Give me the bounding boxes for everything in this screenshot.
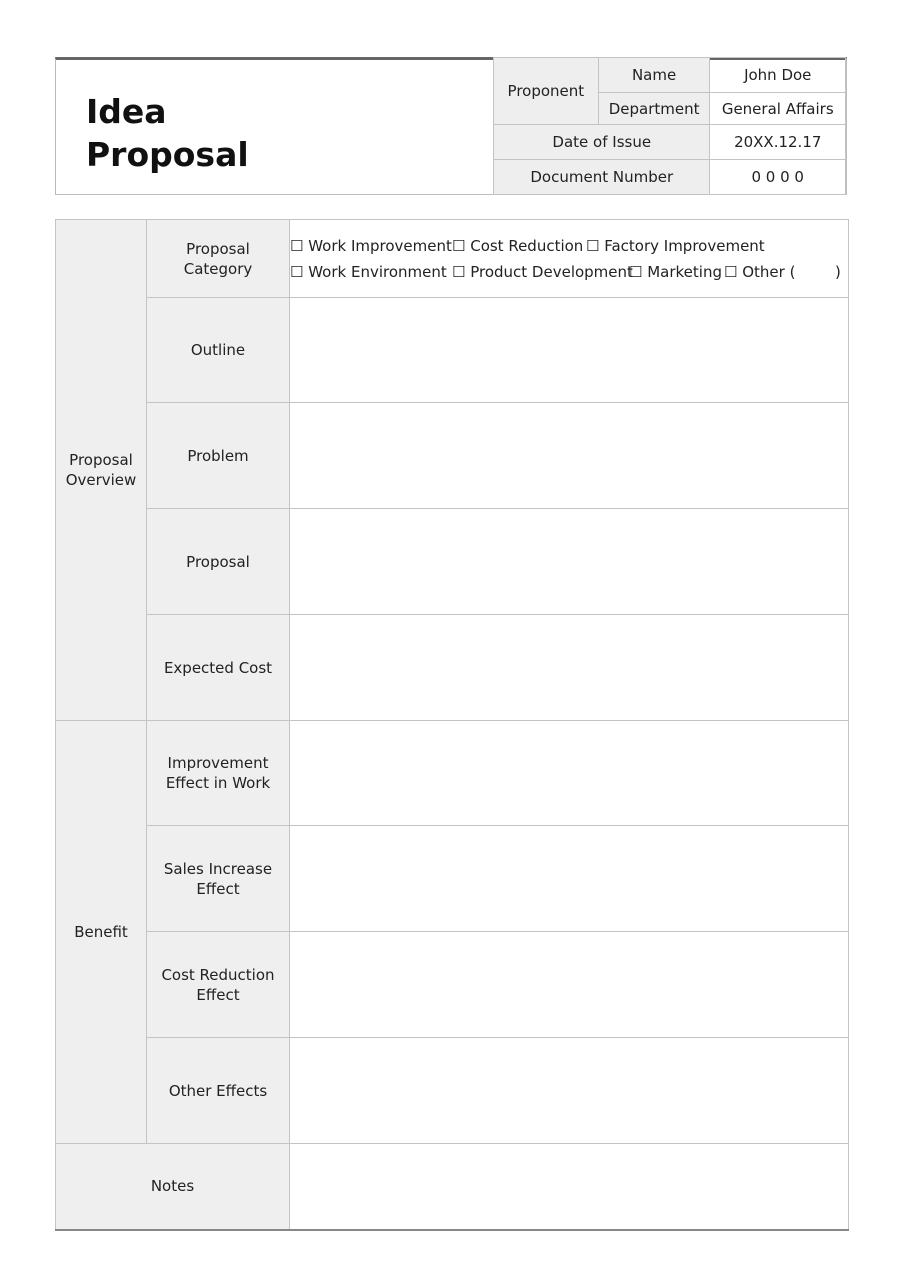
checkbox-other[interactable]: ☐ Other ( <box>724 262 796 281</box>
department-value[interactable]: General Affairs <box>710 93 846 125</box>
header-info-table <box>493 57 846 195</box>
checkbox-cost-reduction[interactable]: ☐ Cost Reduction <box>452 236 584 255</box>
date-of-issue-value[interactable]: 20XX.12.17 <box>710 125 846 160</box>
document-header <box>55 57 847 195</box>
document-number-value[interactable]: 0 0 0 0 <box>710 160 846 195</box>
problem-field[interactable] <box>290 403 849 509</box>
cost-reduction-effect-field[interactable] <box>290 932 849 1038</box>
other-effects-label: Other Effects <box>147 1038 290 1144</box>
proposal-category-label: Proposal Category <box>147 220 290 298</box>
checkbox-work-improvement[interactable]: ☐ Work Improvement <box>290 236 452 255</box>
document-title <box>86 90 249 176</box>
notes-field[interactable] <box>290 1144 849 1230</box>
cost-reduction-effect-label: Cost Reduction Effect <box>147 932 290 1038</box>
other-close-paren: ) <box>835 262 841 281</box>
outline-label: Outline <box>147 298 290 403</box>
checkbox-work-environment[interactable]: ☐ Work Environment <box>290 262 447 281</box>
proposal-overview-group-label: Proposal Overview <box>56 220 147 721</box>
date-of-issue-label: Date of Issue <box>494 125 710 160</box>
proposal-category-options <box>290 220 849 298</box>
sales-increase-effect-field[interactable] <box>290 826 849 932</box>
checkbox-marketing[interactable]: ☐ Marketing <box>629 262 722 281</box>
problem-label: Problem <box>147 403 290 509</box>
outline-field[interactable] <box>290 298 849 403</box>
expected-cost-label: Expected Cost <box>147 615 290 721</box>
document-number-label: Document Number <box>494 160 710 195</box>
expected-cost-field[interactable] <box>290 615 849 721</box>
benefit-group-label: Benefit <box>56 721 147 1144</box>
other-effects-field[interactable] <box>290 1038 849 1144</box>
checkbox-factory-improvement[interactable]: ☐ Factory Improvement <box>586 236 765 255</box>
title-line-1: Idea <box>86 92 167 131</box>
proposal-label: Proposal <box>147 509 290 615</box>
title-line-2: Proposal <box>86 135 249 174</box>
improvement-effect-label: Improvement Effect in Work <box>147 721 290 826</box>
proponent-label: Proponent <box>494 58 599 125</box>
sales-increase-effect-label: Sales Increase Effect <box>147 826 290 932</box>
proposal-table <box>55 219 849 1231</box>
name-value[interactable]: John Doe <box>710 58 846 93</box>
department-label: Department <box>598 93 710 125</box>
notes-label: Notes <box>56 1144 290 1230</box>
proposal-field[interactable] <box>290 509 849 615</box>
name-label: Name <box>598 58 710 93</box>
checkbox-product-development[interactable]: ☐ Product Development <box>452 262 633 281</box>
improvement-effect-field[interactable] <box>290 721 849 826</box>
